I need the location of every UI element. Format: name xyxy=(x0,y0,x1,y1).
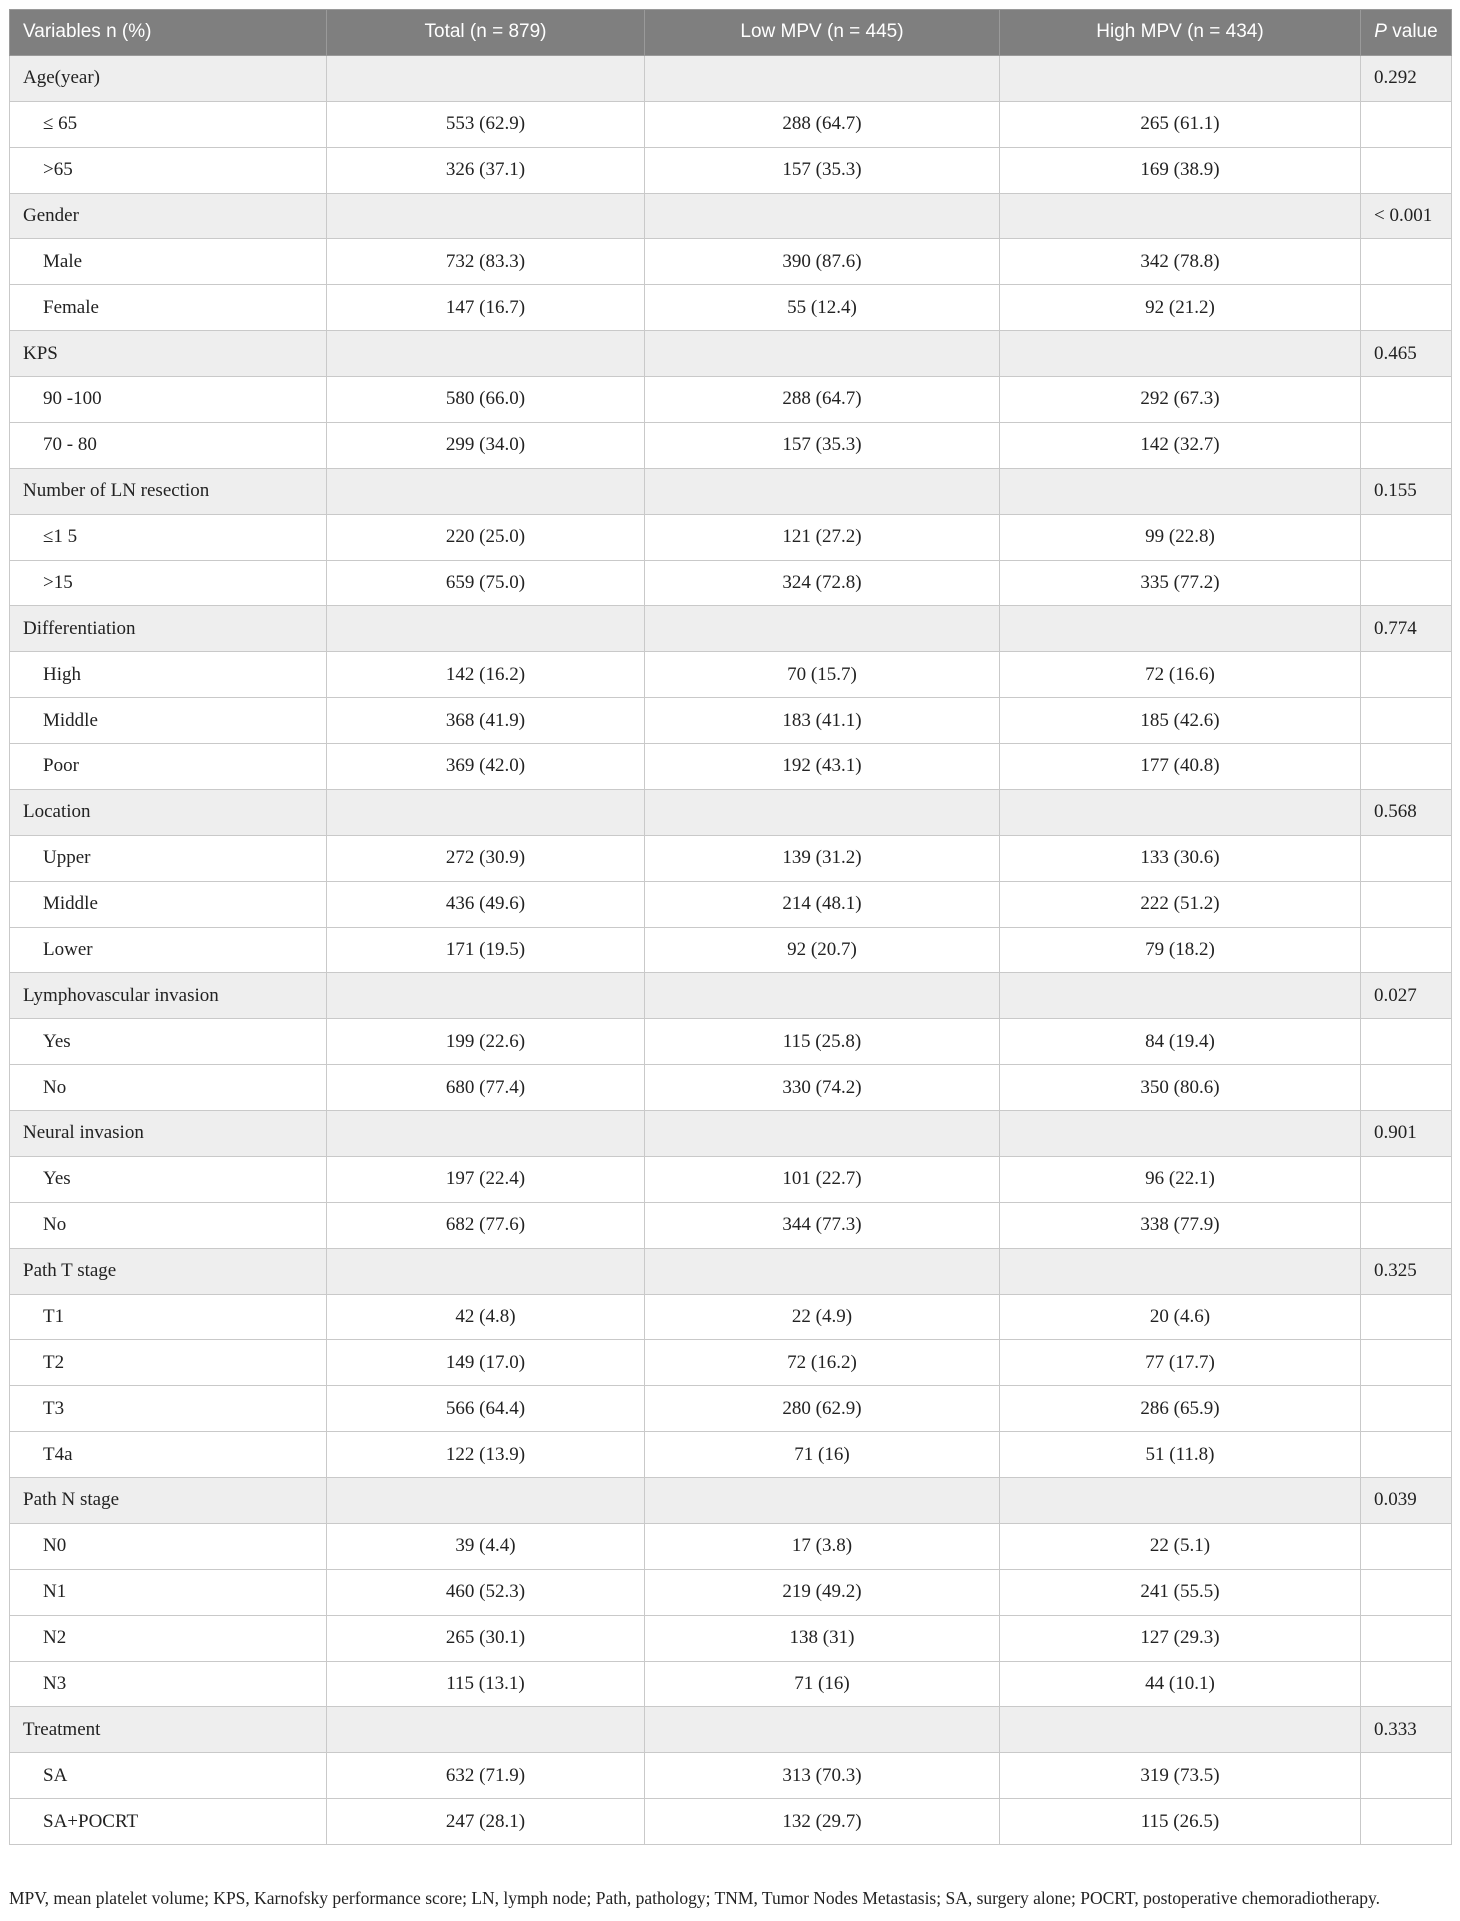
row-label: N2 xyxy=(10,1615,327,1661)
group-empty-low xyxy=(645,606,1000,652)
table-container xyxy=(9,9,1451,1845)
table-row xyxy=(10,1202,1452,1248)
low-mpv-value: 280 (62.9) xyxy=(645,1386,1000,1432)
high-mpv-value: 44 (10.1) xyxy=(1000,1661,1361,1707)
group-empty-high xyxy=(1000,468,1361,514)
table-row xyxy=(10,881,1452,927)
p-value: 0.325 xyxy=(1361,1248,1452,1294)
group-label: Path N stage xyxy=(10,1478,327,1524)
group-empty-high xyxy=(1000,55,1361,101)
group-empty-low xyxy=(645,1707,1000,1753)
total-value: 142 (16.2) xyxy=(327,652,645,698)
low-mpv-value: 17 (3.8) xyxy=(645,1523,1000,1569)
row-label: Male xyxy=(10,239,327,285)
low-mpv-value: 139 (31.2) xyxy=(645,835,1000,881)
group-label: Treatment xyxy=(10,1707,327,1753)
low-mpv-value: 71 (16) xyxy=(645,1661,1000,1707)
table-row xyxy=(10,698,1452,744)
header-low-mpv: Low MPV (n = 445) xyxy=(645,10,1000,56)
low-mpv-value: 101 (22.7) xyxy=(645,1156,1000,1202)
high-mpv-value: 96 (22.1) xyxy=(1000,1156,1361,1202)
low-mpv-value: 121 (27.2) xyxy=(645,514,1000,560)
row-p-empty xyxy=(1361,239,1452,285)
high-mpv-value: 133 (30.6) xyxy=(1000,835,1361,881)
high-mpv-value: 185 (42.6) xyxy=(1000,698,1361,744)
group-row xyxy=(10,331,1452,377)
row-label: N1 xyxy=(10,1569,327,1615)
row-p-empty xyxy=(1361,147,1452,193)
high-mpv-value: 79 (18.2) xyxy=(1000,927,1361,973)
group-empty-high xyxy=(1000,1707,1361,1753)
row-p-empty xyxy=(1361,377,1452,423)
low-mpv-value: 132 (29.7) xyxy=(645,1799,1000,1845)
row-label: Female xyxy=(10,285,327,331)
p-value: 0.465 xyxy=(1361,331,1452,377)
row-label: T4a xyxy=(10,1432,327,1478)
row-p-empty xyxy=(1361,1156,1452,1202)
low-mpv-value: 390 (87.6) xyxy=(645,239,1000,285)
header-total: Total (n = 879) xyxy=(327,10,645,56)
table-row xyxy=(10,1661,1452,1707)
low-mpv-value: 115 (25.8) xyxy=(645,1019,1000,1065)
row-p-empty xyxy=(1361,422,1452,468)
high-mpv-value: 319 (73.5) xyxy=(1000,1753,1361,1799)
low-mpv-value: 71 (16) xyxy=(645,1432,1000,1478)
row-label: No xyxy=(10,1202,327,1248)
group-empty-low xyxy=(645,973,1000,1019)
row-label: ≤ 65 xyxy=(10,101,327,147)
group-label: Gender xyxy=(10,193,327,239)
group-empty-total xyxy=(327,193,645,239)
group-row xyxy=(10,193,1452,239)
group-empty-high xyxy=(1000,973,1361,1019)
high-mpv-value: 84 (19.4) xyxy=(1000,1019,1361,1065)
low-mpv-value: 324 (72.8) xyxy=(645,560,1000,606)
group-row xyxy=(10,789,1452,835)
low-mpv-value: 138 (31) xyxy=(645,1615,1000,1661)
high-mpv-value: 342 (78.8) xyxy=(1000,239,1361,285)
row-p-empty xyxy=(1361,1019,1452,1065)
total-value: 247 (28.1) xyxy=(327,1799,645,1845)
table-body xyxy=(10,55,1452,1844)
high-mpv-value: 177 (40.8) xyxy=(1000,744,1361,790)
row-label: Poor xyxy=(10,744,327,790)
table-row xyxy=(10,1156,1452,1202)
group-empty-high xyxy=(1000,606,1361,652)
low-mpv-value: 92 (20.7) xyxy=(645,927,1000,973)
group-empty-total xyxy=(327,1707,645,1753)
group-empty-low xyxy=(645,789,1000,835)
table-row xyxy=(10,1340,1452,1386)
group-label: Age(year) xyxy=(10,55,327,101)
total-value: 632 (71.9) xyxy=(327,1753,645,1799)
table-row xyxy=(10,1065,1452,1111)
high-mpv-value: 115 (26.5) xyxy=(1000,1799,1361,1845)
table-row xyxy=(10,927,1452,973)
row-p-empty xyxy=(1361,101,1452,147)
table-row xyxy=(10,1386,1452,1432)
row-label: ≤1 5 xyxy=(10,514,327,560)
row-label: No xyxy=(10,1065,327,1111)
table-row xyxy=(10,1523,1452,1569)
group-empty-low xyxy=(645,468,1000,514)
total-value: 197 (22.4) xyxy=(327,1156,645,1202)
row-p-empty xyxy=(1361,1432,1452,1478)
group-empty-high xyxy=(1000,1478,1361,1524)
total-value: 732 (83.3) xyxy=(327,239,645,285)
table-row xyxy=(10,147,1452,193)
group-label: Lymphovascular invasion xyxy=(10,973,327,1019)
high-mpv-value: 335 (77.2) xyxy=(1000,560,1361,606)
row-label: Middle xyxy=(10,881,327,927)
group-empty-high xyxy=(1000,789,1361,835)
row-p-empty xyxy=(1361,1386,1452,1432)
high-mpv-value: 338 (77.9) xyxy=(1000,1202,1361,1248)
row-p-empty xyxy=(1361,560,1452,606)
total-value: 199 (22.6) xyxy=(327,1019,645,1065)
table-row xyxy=(10,422,1452,468)
table-row xyxy=(10,1294,1452,1340)
table-row xyxy=(10,377,1452,423)
row-label: Middle xyxy=(10,698,327,744)
high-mpv-value: 286 (65.9) xyxy=(1000,1386,1361,1432)
row-p-empty xyxy=(1361,1202,1452,1248)
group-empty-total xyxy=(327,331,645,377)
total-value: 368 (41.9) xyxy=(327,698,645,744)
group-empty-total xyxy=(327,1478,645,1524)
low-mpv-value: 288 (64.7) xyxy=(645,101,1000,147)
high-mpv-value: 77 (17.7) xyxy=(1000,1340,1361,1386)
row-label: Yes xyxy=(10,1019,327,1065)
total-value: 147 (16.7) xyxy=(327,285,645,331)
table-row xyxy=(10,1432,1452,1478)
group-row xyxy=(10,1707,1452,1753)
group-empty-low xyxy=(645,1248,1000,1294)
total-value: 436 (49.6) xyxy=(327,881,645,927)
group-empty-low xyxy=(645,193,1000,239)
row-label: High xyxy=(10,652,327,698)
total-value: 682 (77.6) xyxy=(327,1202,645,1248)
group-empty-high xyxy=(1000,331,1361,377)
group-row xyxy=(10,1111,1452,1157)
p-italic: P xyxy=(1374,21,1387,43)
row-p-empty xyxy=(1361,652,1452,698)
group-empty-high xyxy=(1000,193,1361,239)
group-label: Differentiation xyxy=(10,606,327,652)
low-mpv-value: 192 (43.1) xyxy=(645,744,1000,790)
row-label: 90 -100 xyxy=(10,377,327,423)
p-value: 0.027 xyxy=(1361,973,1452,1019)
row-p-empty xyxy=(1361,1569,1452,1615)
high-mpv-value: 99 (22.8) xyxy=(1000,514,1361,560)
row-label: SA+POCRT xyxy=(10,1799,327,1845)
row-p-empty xyxy=(1361,744,1452,790)
low-mpv-value: 288 (64.7) xyxy=(645,377,1000,423)
table-row xyxy=(10,101,1452,147)
low-mpv-value: 157 (35.3) xyxy=(645,422,1000,468)
p-rest: value xyxy=(1386,21,1438,43)
row-label: T3 xyxy=(10,1386,327,1432)
row-p-empty xyxy=(1361,1340,1452,1386)
table-row xyxy=(10,285,1452,331)
row-label: >65 xyxy=(10,147,327,193)
table-row xyxy=(10,560,1452,606)
row-p-empty xyxy=(1361,927,1452,973)
group-row xyxy=(10,55,1452,101)
header-p-value xyxy=(1361,10,1452,56)
total-value: 115 (13.1) xyxy=(327,1661,645,1707)
p-value: 0.333 xyxy=(1361,1707,1452,1753)
high-mpv-value: 169 (38.9) xyxy=(1000,147,1361,193)
table-row xyxy=(10,744,1452,790)
table-row xyxy=(10,652,1452,698)
low-mpv-value: 183 (41.1) xyxy=(645,698,1000,744)
row-p-empty xyxy=(1361,698,1452,744)
row-p-empty xyxy=(1361,881,1452,927)
high-mpv-value: 222 (51.2) xyxy=(1000,881,1361,927)
high-mpv-value: 292 (67.3) xyxy=(1000,377,1361,423)
total-value: 326 (37.1) xyxy=(327,147,645,193)
row-p-empty xyxy=(1361,1753,1452,1799)
total-value: 680 (77.4) xyxy=(327,1065,645,1111)
row-label: N0 xyxy=(10,1523,327,1569)
group-row xyxy=(10,1478,1452,1524)
group-empty-total xyxy=(327,1248,645,1294)
group-label: Location xyxy=(10,789,327,835)
header-variables: Variables n (%) xyxy=(10,10,327,56)
low-mpv-value: 157 (35.3) xyxy=(645,147,1000,193)
row-label: >15 xyxy=(10,560,327,606)
total-value: 369 (42.0) xyxy=(327,744,645,790)
group-empty-total xyxy=(327,1111,645,1157)
row-p-empty xyxy=(1361,514,1452,560)
group-empty-low xyxy=(645,331,1000,377)
p-value: 0.039 xyxy=(1361,1478,1452,1524)
group-empty-total xyxy=(327,789,645,835)
total-value: 553 (62.9) xyxy=(327,101,645,147)
p-value: 0.292 xyxy=(1361,55,1452,101)
table-row xyxy=(10,1019,1452,1065)
table-footnote: MPV, mean platelet volume; KPS, Karnofsky performance score; LN, lymph node; Path, pathology; TNM, Tumor Nodes Metastasis; SA, surgery alone; POCRT, postoperative chemoradiotherapy. xyxy=(9,1888,1381,1908)
low-mpv-value: 214 (48.1) xyxy=(645,881,1000,927)
p-value: < 0.001 xyxy=(1361,193,1452,239)
row-p-empty xyxy=(1361,1615,1452,1661)
high-mpv-value: 265 (61.1) xyxy=(1000,101,1361,147)
row-p-empty xyxy=(1361,1523,1452,1569)
total-value: 171 (19.5) xyxy=(327,927,645,973)
total-value: 272 (30.9) xyxy=(327,835,645,881)
group-row xyxy=(10,606,1452,652)
low-mpv-value: 313 (70.3) xyxy=(645,1753,1000,1799)
row-label: Lower xyxy=(10,927,327,973)
high-mpv-value: 127 (29.3) xyxy=(1000,1615,1361,1661)
high-mpv-value: 22 (5.1) xyxy=(1000,1523,1361,1569)
group-empty-low xyxy=(645,55,1000,101)
group-empty-total xyxy=(327,973,645,1019)
total-value: 149 (17.0) xyxy=(327,1340,645,1386)
header-row xyxy=(10,10,1452,56)
row-label: SA xyxy=(10,1753,327,1799)
row-label: Yes xyxy=(10,1156,327,1202)
row-p-empty xyxy=(1361,1799,1452,1845)
row-p-empty xyxy=(1361,1065,1452,1111)
group-row xyxy=(10,973,1452,1019)
high-mpv-value: 350 (80.6) xyxy=(1000,1065,1361,1111)
group-empty-total xyxy=(327,606,645,652)
total-value: 220 (25.0) xyxy=(327,514,645,560)
group-label: Neural invasion xyxy=(10,1111,327,1157)
low-mpv-value: 72 (16.2) xyxy=(645,1340,1000,1386)
low-mpv-value: 22 (4.9) xyxy=(645,1294,1000,1340)
table-row xyxy=(10,835,1452,881)
table-row xyxy=(10,1799,1452,1845)
high-mpv-value: 51 (11.8) xyxy=(1000,1432,1361,1478)
low-mpv-value: 55 (12.4) xyxy=(645,285,1000,331)
row-label: T2 xyxy=(10,1340,327,1386)
total-value: 580 (66.0) xyxy=(327,377,645,423)
header-high-mpv: High MPV (n = 434) xyxy=(1000,10,1361,56)
table-row xyxy=(10,514,1452,560)
p-value: 0.568 xyxy=(1361,789,1452,835)
total-value: 299 (34.0) xyxy=(327,422,645,468)
p-value: 0.155 xyxy=(1361,468,1452,514)
low-mpv-value: 344 (77.3) xyxy=(645,1202,1000,1248)
group-row xyxy=(10,1248,1452,1294)
row-label: Upper xyxy=(10,835,327,881)
total-value: 659 (75.0) xyxy=(327,560,645,606)
high-mpv-value: 20 (4.6) xyxy=(1000,1294,1361,1340)
group-empty-high xyxy=(1000,1248,1361,1294)
low-mpv-value: 219 (49.2) xyxy=(645,1569,1000,1615)
high-mpv-value: 142 (32.7) xyxy=(1000,422,1361,468)
total-value: 39 (4.4) xyxy=(327,1523,645,1569)
row-p-empty xyxy=(1361,835,1452,881)
group-empty-total xyxy=(327,468,645,514)
table-row xyxy=(10,1753,1452,1799)
group-label: Number of LN resection xyxy=(10,468,327,514)
p-value: 0.774 xyxy=(1361,606,1452,652)
group-empty-low xyxy=(645,1111,1000,1157)
group-row xyxy=(10,468,1452,514)
group-empty-total xyxy=(327,55,645,101)
total-value: 265 (30.1) xyxy=(327,1615,645,1661)
table-row xyxy=(10,239,1452,285)
high-mpv-value: 241 (55.5) xyxy=(1000,1569,1361,1615)
characteristics-table xyxy=(9,9,1452,1845)
group-empty-high xyxy=(1000,1111,1361,1157)
total-value: 566 (64.4) xyxy=(327,1386,645,1432)
total-value: 42 (4.8) xyxy=(327,1294,645,1340)
total-value: 460 (52.3) xyxy=(327,1569,645,1615)
row-label: N3 xyxy=(10,1661,327,1707)
row-p-empty xyxy=(1361,1294,1452,1340)
row-label: 70 - 80 xyxy=(10,422,327,468)
low-mpv-value: 70 (15.7) xyxy=(645,652,1000,698)
table-row xyxy=(10,1615,1452,1661)
high-mpv-value: 72 (16.6) xyxy=(1000,652,1361,698)
group-empty-low xyxy=(645,1478,1000,1524)
low-mpv-value: 330 (74.2) xyxy=(645,1065,1000,1111)
group-label: Path T stage xyxy=(10,1248,327,1294)
group-label: KPS xyxy=(10,331,327,377)
total-value: 122 (13.9) xyxy=(327,1432,645,1478)
p-value: 0.901 xyxy=(1361,1111,1452,1157)
row-label: T1 xyxy=(10,1294,327,1340)
row-p-empty xyxy=(1361,285,1452,331)
table-row xyxy=(10,1569,1452,1615)
row-p-empty xyxy=(1361,1661,1452,1707)
high-mpv-value: 92 (21.2) xyxy=(1000,285,1361,331)
